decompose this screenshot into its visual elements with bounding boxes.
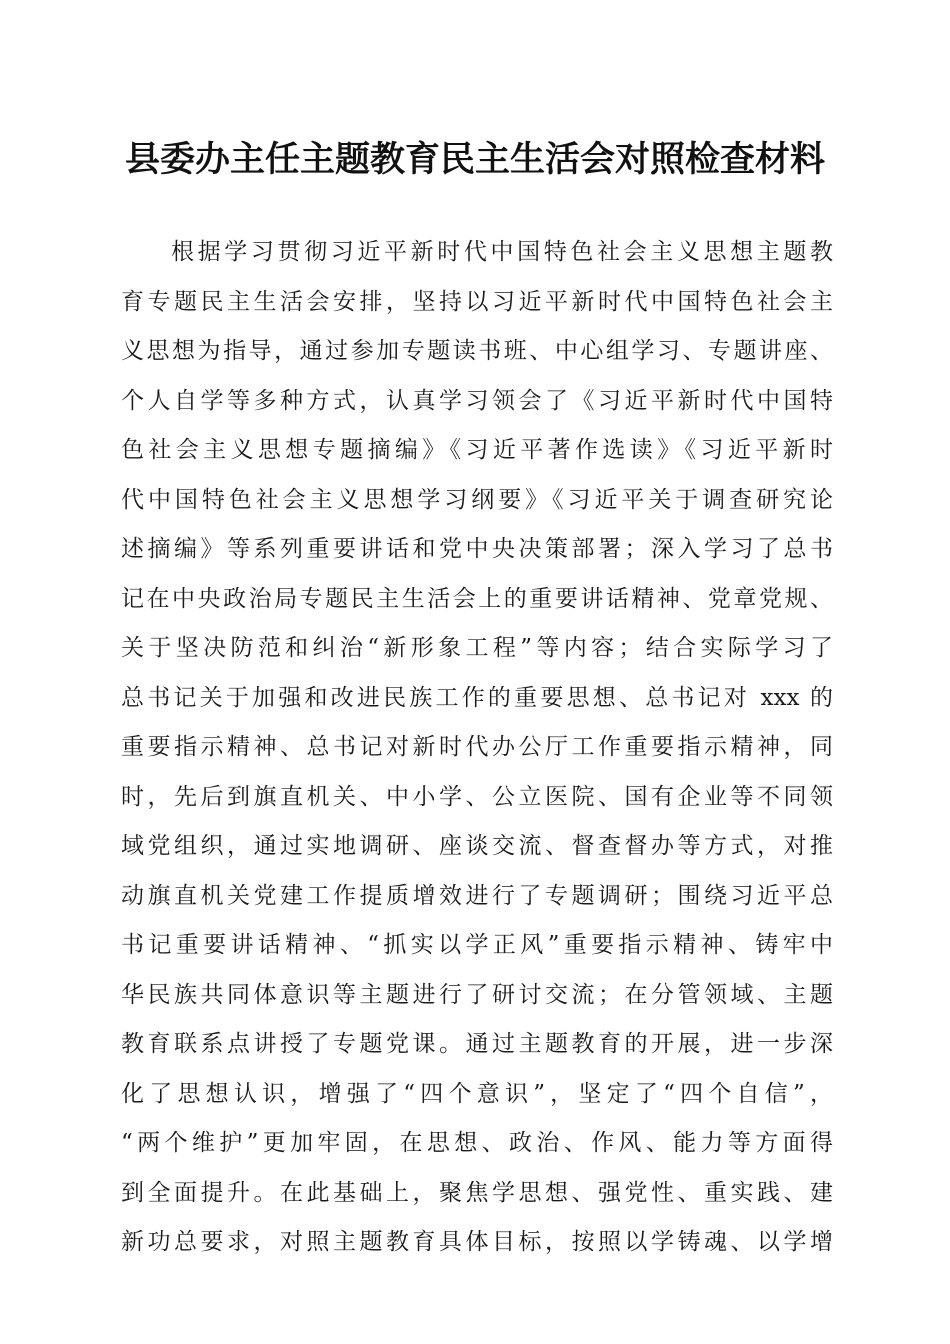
body-line: 时，先后到旗直机关、中小学、公立医院、国有企业等不同领 [121, 783, 833, 810]
body-line: 总书记关于加强和改进民族工作的重要思想、总书记对 xxx 的 [121, 684, 833, 711]
document-body [121, 228, 833, 1268]
body-line: 域党组织，通过实地调研、座谈交流、督查督办等方式，对推 [121, 833, 833, 859]
body-line: 记在中央政治局专题民主生活会上的重要讲话精神、党章党规、 [121, 585, 833, 612]
document-title: 县委办主任主题教育民主生活会对照检查材料 [124, 139, 825, 180]
body-line: 华民族共同体意识等主题进行了研讨交流；在分管领域、主题 [121, 981, 833, 1008]
body-line: 义思想为指导，通过参加专题读书班、中心组学习、专题讲座、 [121, 338, 833, 364]
body-line: 育专题民主生活会安排，坚持以习近平新时代中国特色社会主 [121, 288, 833, 315]
body-line: 重要指示精神、总书记对新时代办公厅工作重要指示精神，同 [121, 734, 833, 760]
body-line: 教育联系点讲授了专题党课。通过主题教育的开展，进一步深 [121, 1031, 833, 1057]
body-line: 到全面提升。在此基础上，聚焦学思想、强党性、重实践、建 [121, 1179, 833, 1206]
body-line: 个人自学等多种方式，认真学习领会了《习近平新时代中国特 [121, 387, 833, 414]
body-line: 化了思想认识，增强了“四个意识”，坚定了“四个自信”， [121, 1080, 833, 1107]
body-line: 动旗直机关党建工作提质增效进行了专题调研；围绕习近平总 [121, 882, 833, 909]
body-line: 述摘编》等系列重要讲话和党中央决策部署；深入学习了总书 [121, 536, 833, 562]
body-line: 新功总要求，对照主题教育具体目标，按照以学铸魂、以学增 [121, 1229, 833, 1255]
body-line: 色社会主义思想专题摘编》《习近平著作选读》《习近平新时 [121, 437, 833, 463]
body-line: 关于坚决防范和纠治“新形象工程”等内容；结合实际学习了 [121, 635, 833, 661]
body-line: “两个维护”更加牢固，在思想、政治、作风、能力等方面得 [121, 1130, 833, 1156]
body-line: 代中国特色社会主义思想学习纲要》《习近平关于调查研究论 [121, 486, 833, 513]
body-line: 根据学习贯彻习近平新时代中国特色社会主义思想主题教 [171, 239, 833, 265]
body-line: 书记重要讲话精神、“抓实以学正风”重要指示精神、铸牢中 [121, 932, 833, 958]
